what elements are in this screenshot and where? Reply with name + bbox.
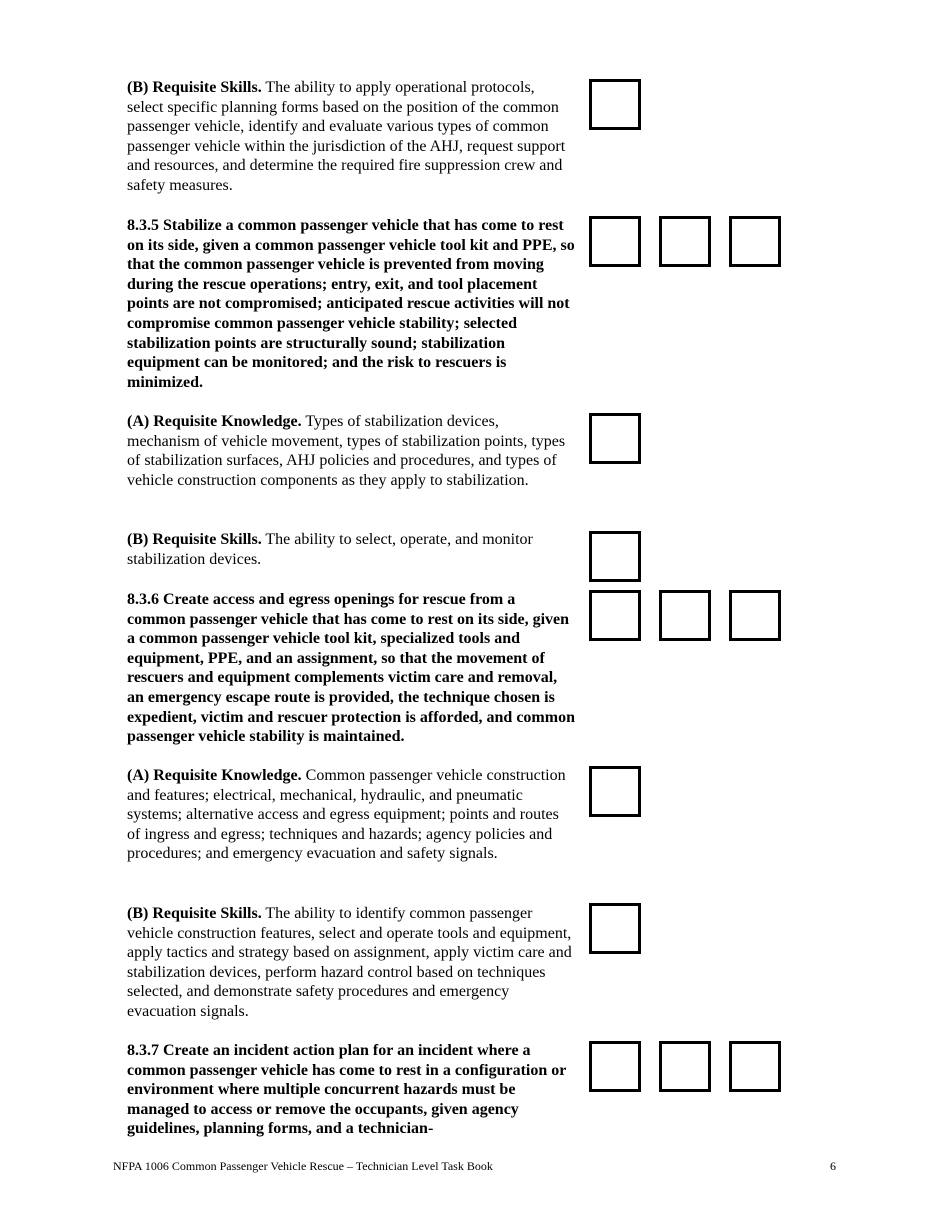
page-number: 6 — [830, 1159, 836, 1173]
signoff-checkbox[interactable] — [729, 216, 781, 267]
requisite-skills-paragraph — [127, 530, 575, 569]
paragraph-text: Common passenger vehicle construction and features; electrical, mechanical, hydraulic, and pneumatic systems; alternative access and egress equipment; points and routes of ingress and egress; techniques and hazards; agency policies and procedures; and emergency evacuation and safety signals. — [127, 767, 566, 863]
signoff-checkbox[interactable] — [659, 1041, 711, 1092]
requisite-skills-paragraph — [127, 78, 575, 196]
paragraph-text: The ability to identify common passenger vehicle construction features, select and operate tools and equipment, apply tactics and strategy based on assignment, apply victim care and stabilization devices, perform hazard control based on techniques selected, and demonstrate safety procedures and emergency evacuation signals. — [127, 905, 572, 1020]
signoff-checkbox[interactable] — [659, 590, 711, 641]
jpr-8-3-6-paragraph — [127, 590, 575, 747]
paragraph-text: 8.3.5 Stabilize a common passenger vehicle that has come to rest on its side, given a common passenger vehicle tool kit and PPE, so that the common passenger vehicle is prevented from moving during the rescue operations; entry, exit, and tool placement points are not compromised; anticipated rescue activities will not compromise common passenger vehicle stability; selected stabilization points are structurally sound; stabilization equipment can be monitored; and the risk to rescuers is minimized. — [127, 217, 575, 391]
paragraph-text: 8.3.7 Create an incident action plan for an incident where a common passenger vehicle has come to rest in a configuration or environment where multiple concurrent hazards must be managed to access or remove the occupants, given agency guidelines, planning forms, and a technician- — [127, 1042, 567, 1138]
paragraph-text: The ability to apply operational protocols, select specific planning forms based on the position of the common passenger vehicle, identify and evaluate various types of common passenger vehicle within the jurisdiction of the AHJ, request support and resources, and determine the required fire suppression crew and safety measures. — [127, 79, 566, 194]
paragraph-lead: (B) Requisite Skills. — [127, 79, 262, 96]
footer-title: NFPA 1006 Common Passenger Vehicle Rescue – Technician Level Task Book — [113, 1159, 493, 1173]
paragraph-text: 8.3.6 Create access and egress openings for rescue from a common passenger vehicle that has come to rest on its side, given a common passenger vehicle tool kit, specialized tools and equipment, PPE, and an assignment, so that the movement of rescuers and equipment complements victim care and removal, an emergency escape route is provided, the technique chosen is expedient, victim and rescuer protection is afforded, and common passenger vehicle stability is maintained. — [127, 591, 575, 746]
requisite-knowledge-paragraph — [127, 766, 575, 864]
requisite-knowledge-paragraph — [127, 412, 575, 490]
signoff-checkbox[interactable] — [589, 413, 641, 464]
paragraph-lead: (A) Requisite Knowledge. — [127, 767, 302, 784]
signoff-checkbox[interactable] — [589, 766, 641, 817]
signoff-checkbox[interactable] — [729, 590, 781, 641]
signoff-checkbox[interactable] — [729, 1041, 781, 1092]
paragraph-lead: (B) Requisite Skills. — [127, 905, 262, 922]
signoff-checkbox[interactable] — [589, 903, 641, 954]
signoff-checkbox[interactable] — [589, 1041, 641, 1092]
jpr-8-3-7-paragraph — [127, 1041, 575, 1139]
signoff-checkbox[interactable] — [589, 79, 641, 130]
paragraph-text: Types of stabilization devices, mechanism of vehicle movement, types of stabilization points, types of stabilization surfaces, AHJ policies and procedures, and types of vehicle construction components as they apply to stabilization. — [127, 413, 566, 489]
jpr-8-3-5-paragraph — [127, 216, 575, 392]
paragraph-lead: (A) Requisite Knowledge. — [127, 413, 302, 430]
signoff-checkbox[interactable] — [659, 216, 711, 267]
signoff-checkbox[interactable] — [589, 216, 641, 267]
paragraph-text: The ability to select, operate, and monitor stabilization devices. — [127, 531, 533, 568]
signoff-checkbox[interactable] — [589, 590, 641, 641]
paragraph-lead: (B) Requisite Skills. — [127, 531, 262, 548]
requisite-skills-paragraph — [127, 904, 575, 1022]
signoff-checkbox[interactable] — [589, 531, 641, 582]
